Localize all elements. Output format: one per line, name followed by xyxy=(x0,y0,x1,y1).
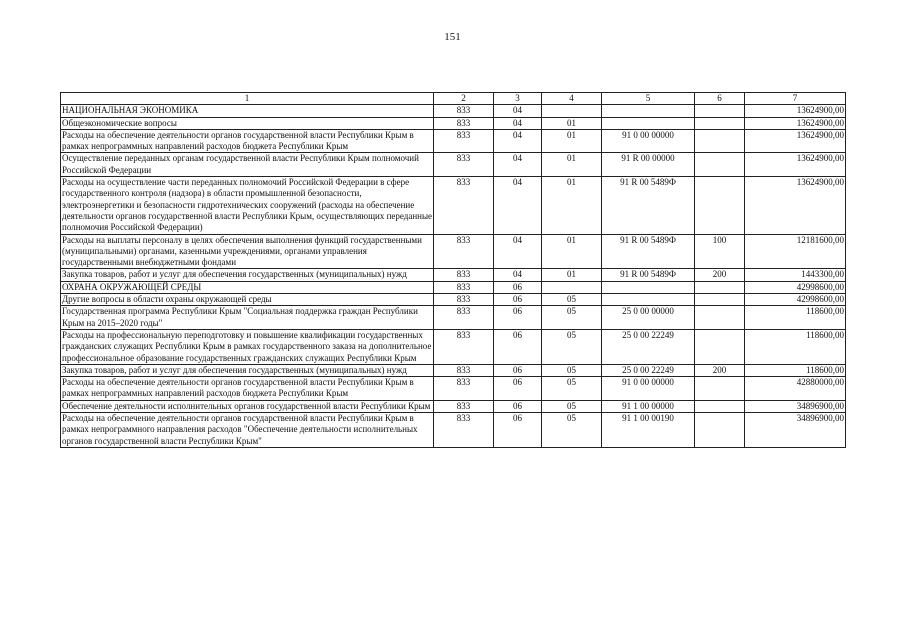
row-admin-code: 833 xyxy=(434,153,494,177)
row-section: 04 xyxy=(494,234,542,269)
row-admin-code: 833 xyxy=(434,413,494,448)
row-expense-type: 100 xyxy=(695,234,745,269)
table-row xyxy=(61,377,846,401)
row-target-article: 91 1 00 00000 xyxy=(602,400,695,412)
row-target-article: 25 0 00 00000 xyxy=(602,306,695,330)
row-admin-code: 833 xyxy=(434,269,494,281)
row-section: 04 xyxy=(494,269,542,281)
row-target-article: 91 1 00 00190 xyxy=(602,413,695,448)
row-section: 06 xyxy=(494,329,542,364)
row-section: 06 xyxy=(494,294,542,306)
row-amount: 13624900,00 xyxy=(745,117,846,129)
row-amount: 118600,00 xyxy=(745,306,846,330)
header-cell-1: 1 xyxy=(61,93,434,105)
table-row xyxy=(61,400,846,412)
row-amount: 13624900,00 xyxy=(745,105,846,117)
header-cell-4: 4 xyxy=(542,93,602,105)
row-expense-type xyxy=(695,413,745,448)
row-admin-code: 833 xyxy=(434,177,494,234)
row-subsection: 05 xyxy=(542,413,602,448)
table-row xyxy=(61,269,846,281)
row-admin-code: 833 xyxy=(434,117,494,129)
row-subsection xyxy=(542,281,602,293)
header-cell-3: 3 xyxy=(494,93,542,105)
row-amount: 42880000,00 xyxy=(745,377,846,401)
row-subsection: 05 xyxy=(542,306,602,330)
header-row xyxy=(61,93,846,105)
row-target-article xyxy=(602,105,695,117)
row-amount: 13624900,00 xyxy=(745,129,846,153)
table-row xyxy=(61,329,846,364)
header-cell-6: 6 xyxy=(695,93,745,105)
row-admin-code: 833 xyxy=(434,105,494,117)
row-subsection: 01 xyxy=(542,117,602,129)
row-subsection: 05 xyxy=(542,377,602,401)
row-expense-type xyxy=(695,129,745,153)
row-admin-code: 833 xyxy=(434,281,494,293)
table-row xyxy=(61,294,846,306)
row-expense-type xyxy=(695,400,745,412)
row-amount: 12181600,00 xyxy=(745,234,846,269)
header-cell-2: 2 xyxy=(434,93,494,105)
header-cell-7: 7 xyxy=(745,93,846,105)
row-name: Осуществление переданных органам государственной власти Республики Крым полномочий Российской Федерации xyxy=(61,153,434,177)
row-section: 06 xyxy=(494,364,542,376)
table-row xyxy=(61,129,846,153)
row-target-article: 25 0 00 22249 xyxy=(602,364,695,376)
row-target-article: 91 R 00 5489Ф xyxy=(602,269,695,281)
row-admin-code: 833 xyxy=(434,129,494,153)
row-subsection xyxy=(542,105,602,117)
row-admin-code: 833 xyxy=(434,377,494,401)
row-name: Расходы на обеспечение деятельности органов государственной власти Республики Крым в рамках непрограммных направлений расходов бюджета Республики Крым xyxy=(61,377,434,401)
row-admin-code: 833 xyxy=(434,306,494,330)
row-expense-type: 200 xyxy=(695,269,745,281)
row-subsection: 05 xyxy=(542,364,602,376)
row-amount: 118600,00 xyxy=(745,329,846,364)
row-admin-code: 833 xyxy=(434,294,494,306)
row-expense-type xyxy=(695,177,745,234)
row-section: 04 xyxy=(494,117,542,129)
row-expense-type xyxy=(695,117,745,129)
row-subsection: 01 xyxy=(542,129,602,153)
row-expense-type xyxy=(695,306,745,330)
row-amount: 42998600,00 xyxy=(745,281,846,293)
table-row xyxy=(61,364,846,376)
row-subsection: 01 xyxy=(542,153,602,177)
row-section: 06 xyxy=(494,377,542,401)
row-name: Закупка товаров, работ и услуг для обеспечения государственных (муниципальных) нужд xyxy=(61,269,434,281)
row-section: 04 xyxy=(494,129,542,153)
row-section: 06 xyxy=(494,281,542,293)
row-name: Расходы на выплаты персоналу в целях обеспечения выполнения функций государственными (муниципальными) органами, казенными учреждениями, органами управления государственными внебюджетными фондами xyxy=(61,234,434,269)
table-row xyxy=(61,105,846,117)
row-name: Расходы на обеспечение деятельности органов государственной власти Республики Крым в рамках непрограммных направлений расходов бюджета Республики Крым xyxy=(61,129,434,153)
row-expense-type xyxy=(695,294,745,306)
table-row xyxy=(61,117,846,129)
table-row xyxy=(61,234,846,269)
row-name: Закупка товаров, работ и услуг для обеспечения государственных (муниципальных) нужд xyxy=(61,364,434,376)
row-amount: 118600,00 xyxy=(745,364,846,376)
row-admin-code: 833 xyxy=(434,400,494,412)
row-name: Общеэкономические вопросы xyxy=(61,117,434,129)
row-amount: 13624900,00 xyxy=(745,153,846,177)
header-cell-5: 5 xyxy=(602,93,695,105)
row-target-article xyxy=(602,117,695,129)
row-subsection: 01 xyxy=(542,234,602,269)
row-target-article xyxy=(602,294,695,306)
row-amount: 1443300,00 xyxy=(745,269,846,281)
row-amount: 34896900,00 xyxy=(745,400,846,412)
row-name: Обеспечение деятельности исполнительных органов государственной власти Республики Крым xyxy=(61,400,434,412)
table-row xyxy=(61,177,846,234)
row-target-article: 91 0 00 00000 xyxy=(602,377,695,401)
row-target-article: 91 0 00 00000 xyxy=(602,129,695,153)
row-name: ОХРАНА ОКРУЖАЮЩЕЙ СРЕДЫ xyxy=(61,281,434,293)
row-name: Другие вопросы в области охраны окружающей среды xyxy=(61,294,434,306)
row-expense-type xyxy=(695,329,745,364)
row-admin-code: 833 xyxy=(434,329,494,364)
row-section: 06 xyxy=(494,400,542,412)
row-admin-code: 833 xyxy=(434,234,494,269)
row-subsection: 05 xyxy=(542,400,602,412)
row-section: 04 xyxy=(494,177,542,234)
table-row xyxy=(61,413,846,448)
table-row xyxy=(61,281,846,293)
row-expense-type: 200 xyxy=(695,364,745,376)
row-section: 06 xyxy=(494,306,542,330)
row-expense-type xyxy=(695,105,745,117)
row-target-article: 91 R 00 5489Ф xyxy=(602,234,695,269)
table-row xyxy=(61,306,846,330)
budget-table xyxy=(60,92,846,448)
row-name: Государственная программа Республики Крым "Социальная поддержка граждан Республики Крым на 2015–2020 годы" xyxy=(61,306,434,330)
row-section: 04 xyxy=(494,105,542,117)
row-subsection: 01 xyxy=(542,269,602,281)
row-name: Расходы на обеспечение деятельности органов государственной власти Республики Крым в рамках непрограммного направления расходов "Обеспечение деятельности исполнительных органов государственной власти Республики Крым" xyxy=(61,413,434,448)
table-row xyxy=(61,153,846,177)
row-amount: 42998600,00 xyxy=(745,294,846,306)
page-number: 151 xyxy=(444,31,461,43)
row-target-article xyxy=(602,281,695,293)
row-name: Расходы на осуществление части переданных полномочий Российской Федерации в сфере государственного контроля (надзора) в области промышленной безопасности, электроэнергетики и безопасности гидротехнических сооружений (расходы на обеспечение деятельности органов государственной власти Республики Крым, осуществляющих переданные полномочия Российской Федерации) xyxy=(62,177,433,233)
row-subsection: 05 xyxy=(542,294,602,306)
row-target-article: 25 0 00 22249 xyxy=(602,329,695,364)
row-expense-type xyxy=(695,377,745,401)
row-name: Расходы на профессиональную переподготовку и повышение квалификации государственных гражданских служащих Республики Крым в рамках государственного заказа на дополнительное профессиональное образование государственных гражданских служащих Республики Крым xyxy=(61,329,434,364)
row-amount: 34896900,00 xyxy=(745,413,846,448)
row-expense-type xyxy=(695,281,745,293)
row-section: 04 xyxy=(494,153,542,177)
row-subsection: 01 xyxy=(542,177,602,234)
row-section: 06 xyxy=(494,413,542,448)
row-amount: 13624900,00 xyxy=(745,177,846,234)
row-name: НАЦИОНАЛЬНАЯ ЭКОНОМИКА xyxy=(61,105,434,117)
row-admin-code: 833 xyxy=(434,364,494,376)
row-subsection: 05 xyxy=(542,329,602,364)
row-target-article: 91 R 00 5489Ф xyxy=(602,177,695,234)
row-expense-type xyxy=(695,153,745,177)
row-target-article: 91 R 00 00000 xyxy=(602,153,695,177)
